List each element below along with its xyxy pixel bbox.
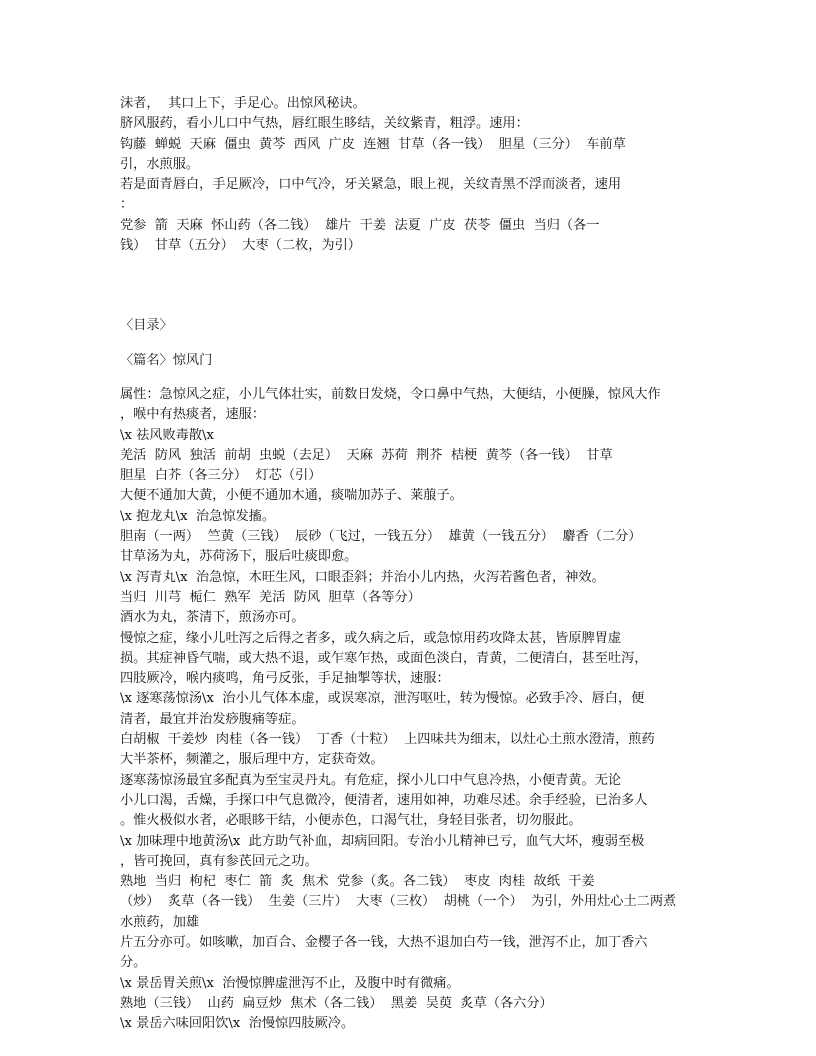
text-line: 胆星 白芥（各三分） 灯芯（引）	[120, 468, 322, 484]
text-line: \x 景岳六味回阳饮\x 治慢惊四肢厥冷。	[120, 1016, 355, 1032]
text-line: 钱） 甘草（五分） 大枣（二枚，为引）	[120, 238, 361, 254]
text-line: 属性：急惊风之症，小儿气体壮实，前数日发烧，令口鼻中气热，大便结，小便臊，惊风大作	[120, 386, 661, 402]
text-line: 分。	[120, 955, 147, 971]
text-line: \x 抱龙丸\x 治急惊发搐。	[120, 508, 276, 524]
spacer	[120, 337, 720, 351]
text-line: \x 逐寒荡惊汤\x 治小儿气体本虚，或误寒凉，泄泻呕吐，转为慢惊。必致手冷、唇白，便	[120, 691, 645, 707]
text-line: ：	[120, 197, 134, 213]
spacer	[120, 371, 720, 385]
text-line: \x 泻青丸\x 治急惊，木旺生风，口眼歪斜；并治小儿内热，火泻若酱色者，神效。	[120, 569, 605, 585]
text-line: 逐寒荡惊汤最宜多配真为至宝灵丹丸。有危症，探小儿口中气息冷热，小便青黄。无论	[120, 772, 622, 788]
section-1	[120, 94, 720, 256]
section-2	[120, 385, 720, 1035]
text-line: 四肢厥冷，喉内痰鸣，角弓反张，手足抽掣等状，速服：	[120, 671, 450, 687]
text-line: 损。其症神昏气喘，或大热不退，或乍寒乍热，或面色淡白，青黄，二便清白，甚至吐泻，	[120, 650, 648, 666]
text-line: 党参 箭 天麻 怀山药（各二钱） 雄片 干姜 法夏 广皮 茯苓 僵虫 当归（各一	[120, 217, 600, 233]
text-line: （炒） 炙草（各一钱） 生姜（三片） 大枣（三枚） 胡桃（一个） 为引，外用灶心土二两煮	[120, 894, 677, 910]
text-line: 小儿口渴，舌燥，手探口中气息微冷，便清者，速用如神，功难尽述。余手经验，已治多人	[120, 792, 648, 808]
text-line: \x 祛风败毒散\x	[120, 427, 214, 443]
text-line: 若是面青唇白，手足厥冷，口中气冷，牙关紧急，眼上视，关纹青黑不浮而淡者，速用	[120, 177, 622, 193]
document-page	[120, 94, 720, 1034]
text-line: 钩藤 蝉蜕 天麻 僵虫 黄芩 西风 广皮 连翘 甘草（各一钱） 胆星（三分） 车前草	[120, 136, 626, 152]
text-line: 甘草汤为丸，苏荷汤下，服后吐痰即愈。	[120, 549, 358, 565]
text-line: 胆南（一两） 竺黄（三钱） 辰砂（飞过，一钱五分） 雄黄（一钱五分） 麝香（二分）	[120, 529, 642, 545]
text-line: ，皆可挽回，真有参芪回元之功。	[120, 853, 318, 869]
text-line: 片五分亦可。如咳嗽，加百合、金樱子各一钱，大热不退加白芍一钱，泄泻不止，加丁香六	[120, 934, 648, 950]
text-line: 酒水为丸，茶清下，煎汤亦可。	[120, 610, 305, 626]
text-line: 引，水煎服。	[120, 156, 200, 172]
spacer	[120, 256, 720, 316]
text-line: 羌活 防风 独活 前胡 虫蜕（去足） 天麻 苏荷 荆芥 桔梗 黄芩（各一钱） 甘草	[120, 447, 613, 463]
text-line: 水煎药，加雄	[120, 914, 200, 930]
text-line: \x 景岳胃关煎\x 治慢惊脾虚泄泻不止，及腹中时有微痛。	[120, 975, 460, 991]
text-line: 沫者， 其口上下，手足心。出惊风秘诀。	[120, 96, 366, 111]
text-line: 熟地 当归 枸杞 枣仁 箭 炙 焦术 党参（炙。各二钱） 枣皮 肉桂 故纸 干姜	[120, 874, 595, 890]
text-line: 。惟火极似水者，必眼眵干结，小便赤色，口渴气壮，身轻目张者，切勿服此。	[120, 813, 582, 829]
text-line: \x 加味理中地黄汤\x 此方助气补血，却病回阳。专治小儿精神已亏，血气大坏，瘦弱至极	[120, 833, 645, 849]
text-line: 大半茶杯，频灌之，服后理中方，定获奇效。	[120, 752, 384, 768]
text-line: 白胡椒 干姜炒 肉桂（各一钱） 丁香（十粒） 上四味共为细末，以灶心土煎水澄清，煎药	[120, 732, 655, 748]
toc-label: 〈目录〉	[120, 318, 173, 334]
text-line: 大便不通加大黄，小便不通加木通，痰喘加苏子、莱菔子。	[120, 488, 463, 504]
text-line: 当归 川芎 栀仁 熟军 羌活 防风 胆草（各等分）	[120, 589, 421, 605]
text-line: 慢惊之症，缘小儿吐泻之后得之者多，或久病之后，或急惊用药攻降太甚，皆原脾胃虚	[120, 630, 622, 646]
text-line: ，喉中有热痰者，速服：	[120, 407, 266, 423]
text-line: 清者，最宜并治发痧腹痛等症。	[120, 711, 305, 727]
text-line: 熟地（三钱） 山药 扁豆炒 焦术（各二钱） 黑姜 吴萸 炙草（各六分）	[120, 995, 553, 1011]
text-line: 脐风服药，看小儿口中气热，唇红眼生眵结，关纹紫青，粗浮。速用：	[120, 116, 529, 132]
chapter-title: 〈篇名〉惊风门	[120, 352, 213, 368]
